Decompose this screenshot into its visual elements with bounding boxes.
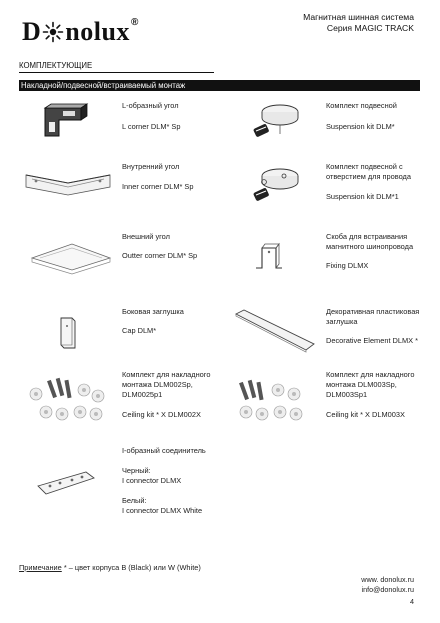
page-number: 4: [410, 597, 414, 606]
item-i-connector-black-code: I connector DLMX: [122, 476, 182, 485]
l-corner-image: [37, 100, 95, 142]
outer-corner-image: [28, 240, 114, 274]
decorative-element-image: [232, 306, 318, 356]
item-suspension-kit-hole-name-l1: Комплект подвесной с: [326, 162, 403, 171]
item-ceiling-kit-002-name-l1: Комплект для накладного: [122, 370, 211, 379]
fixing-bracket-image: [254, 240, 284, 272]
email-link[interactable]: info@donolux.ru: [361, 584, 414, 594]
website-link[interactable]: www. donolux.ru: [361, 575, 414, 584]
contact-info: [361, 575, 414, 594]
item-outer-corner-code: Outter corner DLM* Sp: [122, 251, 198, 260]
ceiling-kit-002-image: [22, 376, 114, 426]
item-suspension-kit-hole-code: Suspension kit DLM*1: [326, 192, 399, 201]
item-i-connector-white-code: I connector DLMX White: [122, 506, 203, 515]
ceiling-kit-003-image: [234, 378, 310, 424]
item-fixing-name: [326, 232, 413, 252]
item-suspension-kit-hole-name-l2: отверстием для провода: [326, 171, 411, 181]
note-label: Примечание: [19, 563, 62, 572]
item-fixing-name-l1: Скоба для встраивания: [326, 232, 408, 241]
item-fixing-code: Fixing DLMX: [326, 261, 369, 270]
item-l-corner-code: L corner DLM* Sp: [122, 122, 181, 131]
item-decorative-name-l2: заглушка: [326, 316, 358, 326]
item-outer-corner-name: Внешний угол: [122, 232, 170, 241]
item-inner-corner-name: Внутренний угол: [122, 162, 180, 171]
item-fixing-name-l2: магнитного шинопровода: [326, 241, 414, 251]
suspension-kit-hole-image: [248, 162, 308, 204]
item-l-corner-name: L-образный угол: [122, 101, 179, 110]
item-i-connector-name: I-образный соединитель: [122, 446, 206, 455]
cap-image: [58, 316, 78, 350]
item-ceiling-kit-002-name-l2: монтажа DLM002Sp,: [122, 379, 193, 389]
item-suspension-kit-name: Комплект подвесной: [326, 101, 397, 110]
sun-icon: [42, 21, 64, 43]
item-cap-name: Боковая заглушка: [122, 307, 184, 316]
brand-letter: D: [22, 17, 42, 46]
item-ceiling-kit-002-name: [122, 370, 210, 399]
item-ceiling-kit-003-name: [326, 370, 414, 399]
item-ceiling-kit-003-code: Ceiling kit * X DLM003X: [326, 410, 405, 419]
header-title: [303, 12, 414, 34]
item-suspension-kit-hole-name: [326, 162, 411, 182]
item-ceiling-kit-002-code: Ceiling kit * X DLM002X: [122, 410, 201, 419]
item-cap-code: Cap DLM*: [122, 326, 157, 335]
inner-corner-image: [22, 167, 114, 197]
item-i-connector-white-label: Белый:: [122, 496, 147, 505]
footer-note: [19, 563, 201, 572]
suspension-kit-image: [248, 100, 308, 142]
item-decorative-name-l1: Декоративная пластиковая: [326, 307, 420, 316]
brand-logo: [22, 17, 139, 47]
item-decorative-code: Decorative Element DLMX *: [326, 336, 419, 345]
section-underline: [19, 72, 214, 73]
item-i-connector-black-label: Черный:: [122, 466, 151, 475]
header-title-line2: Серия MAGIC TRACK: [326, 23, 414, 33]
header-title-line1: Магнитная шинная система: [303, 12, 414, 22]
item-inner-corner-code: Inner corner DLM* Sp: [122, 182, 194, 191]
note-text: * – цвет корпуса B (Black) или W (White): [61, 563, 201, 572]
item-ceiling-kit-002-name-l3: DLM0025p1: [122, 389, 163, 399]
brand-name: nolux: [65, 17, 130, 46]
item-ceiling-kit-003-name-l2: монтажа DLM003Sp,: [326, 379, 397, 389]
registered-mark: ®: [130, 17, 139, 28]
item-decorative-name: [326, 307, 419, 327]
section-bar: Накладной/подвесной/встраиваемый монтаж: [19, 80, 420, 91]
section-title: КОМПЛЕКТУЮЩИЕ: [19, 61, 93, 70]
item-ceiling-kit-003-name-l1: Комплект для накладного: [326, 370, 415, 379]
i-connector-image: [34, 468, 98, 498]
item-suspension-kit-code: Suspension kit DLM*: [326, 122, 395, 131]
item-ceiling-kit-003-name-l3: DLM003Sp1: [326, 389, 368, 399]
